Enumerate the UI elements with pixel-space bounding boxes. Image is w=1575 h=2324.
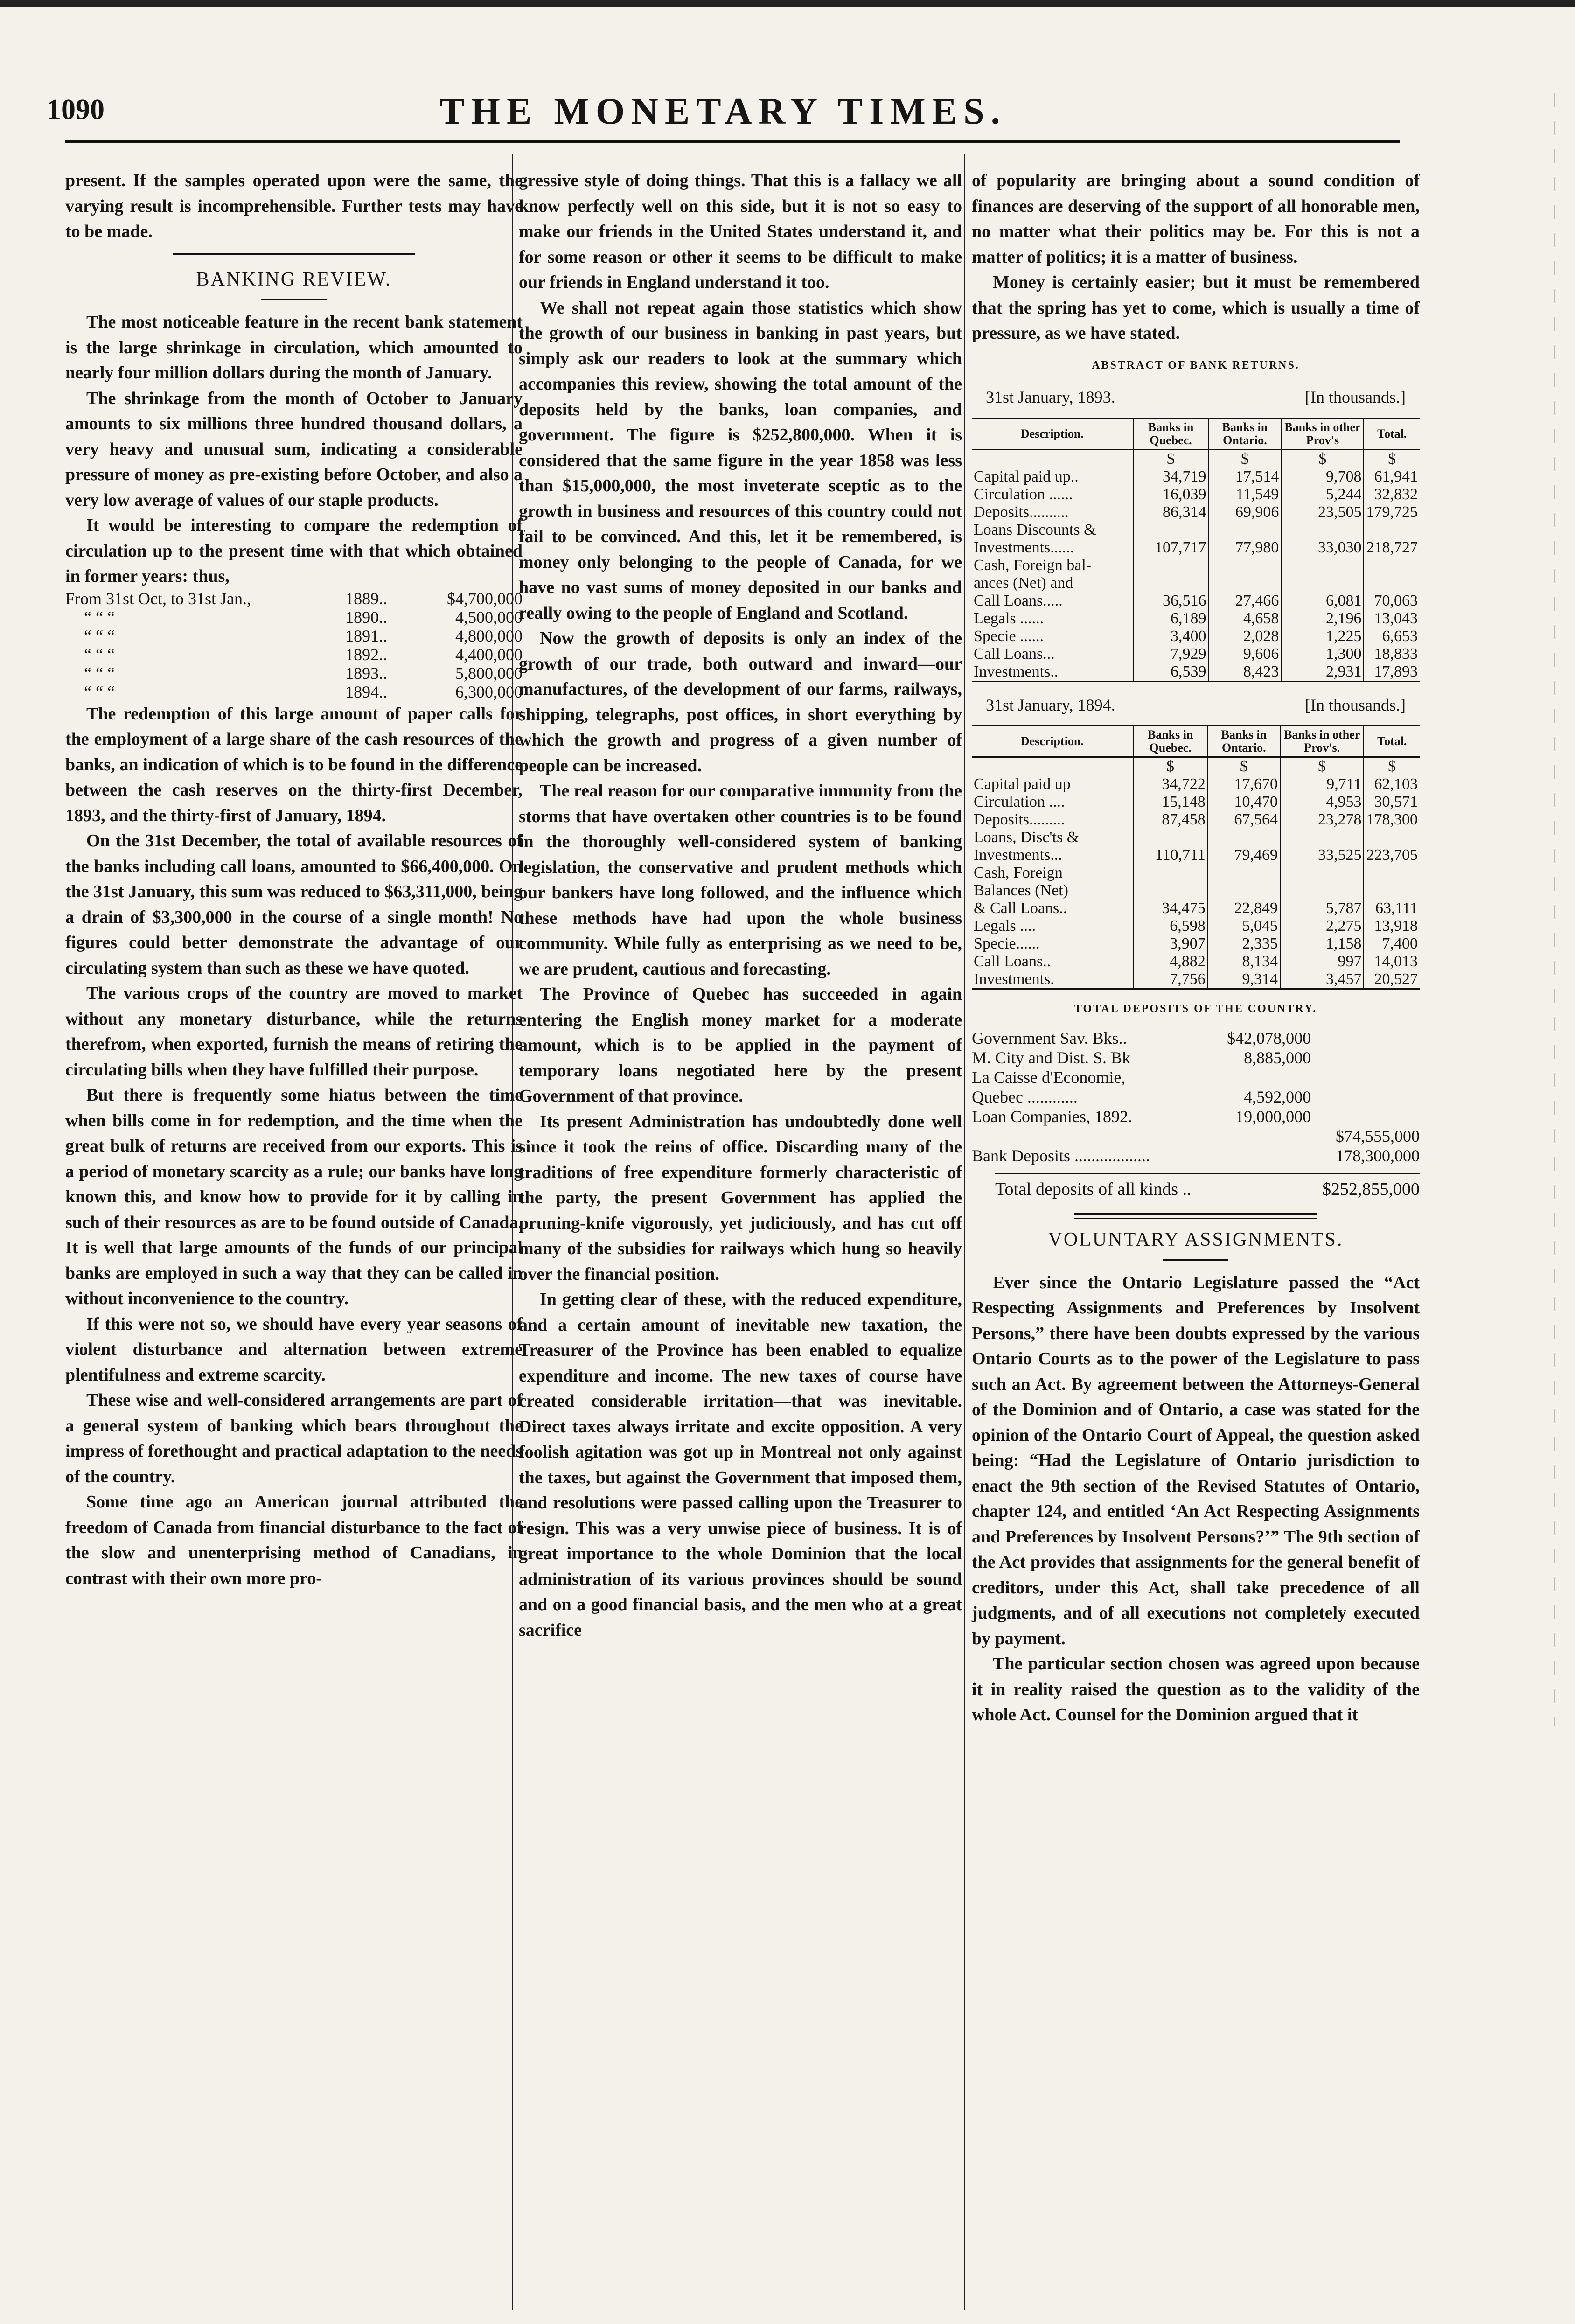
cell: 3,457 xyxy=(1280,970,1364,989)
cell: 20,527 xyxy=(1364,970,1420,989)
paragraph: On the 31st December, the total of available resources of the banks including call loans, amounted to $66,400,000. On the 31st January, this sum was reduced to $63,311,000, being a drain of $3,300,000 in the course of a single month! No figures could better demonstrate the advantage of our circulating system than such as these we have quoted. xyxy=(65,831,523,978)
paragraph: These wise and well-considered arrangements are part of a general system of banking which bears throughout the impress of forethought and practical adaptation to the needs of the country. xyxy=(65,1390,523,1487)
cell: Cash, Foreign bal- xyxy=(974,556,1092,574)
paragraph: If this were not so, we should have every year seasons of violent disturbance and alternation between extreme plentifulness and extreme scarcity. xyxy=(65,1314,523,1385)
cell: 4,658 xyxy=(1208,610,1281,628)
column-header: Banks in other Prov's xyxy=(1281,418,1364,449)
section-heading: BANKING REVIEW. xyxy=(196,268,392,290)
cell: 17,670 xyxy=(1208,775,1280,793)
cell: 32,832 xyxy=(1364,486,1420,503)
cell: 178,300,000 xyxy=(1336,1146,1420,1165)
table-row xyxy=(972,574,1420,592)
table-row xyxy=(972,811,1420,829)
cell xyxy=(1280,829,1364,846)
table-date: 31st January, 1894. xyxy=(986,695,1115,714)
table-unit: [In thousands.] xyxy=(1305,695,1406,714)
top-border xyxy=(0,0,1575,7)
table-row xyxy=(972,829,1420,846)
cell: 23,278 xyxy=(1280,811,1364,829)
cell: 178,300 xyxy=(1364,811,1420,829)
cell xyxy=(1364,521,1420,539)
cell: Government Sav. Bks.. xyxy=(972,1028,1127,1047)
cell xyxy=(1208,557,1281,574)
cell xyxy=(1281,557,1364,574)
paragraph: The various crops of the country are moved to market without any monetary disturbance, while the returns therefrom, when exported, furnish the means of retiring the circulating bills when they have fulfilled their purpose. xyxy=(65,984,523,1080)
cell: 70,063 xyxy=(1364,592,1420,610)
column-header: Banks in other Prov's. xyxy=(1280,726,1364,757)
cell: 13,043 xyxy=(1364,610,1420,628)
header-rule xyxy=(65,140,1400,147)
cell: Capital paid up.. xyxy=(974,468,1079,485)
cell: 62,103 xyxy=(1364,775,1420,793)
cell: 63,111 xyxy=(1364,900,1420,917)
paragraph: Its present Administration has undoubtedly done well since it took the reins of office. Discarding many of the traditions of free expenditure formerly characteristic of the party, the present Government has applied the pruning-knife vigorously, yet judiciously, and has cut off many of the subsidies for railways which hung so heavily over the financial position. xyxy=(519,1111,962,1284)
cell: 9,314 xyxy=(1208,970,1280,989)
cell: 67,564 xyxy=(1208,811,1280,829)
column-header: Description. xyxy=(1020,426,1084,440)
paragraph: Now the growth of deposits is only an index of the growth of our trade, both outward and inward—our manufactures, of the development of our farms, railways, shipping, telegraphs, post offices, in short everything by which the growth and progress of a given number of people can be increased. xyxy=(519,628,962,775)
cell: Investments...... xyxy=(974,538,1074,556)
cell: 9,708 xyxy=(1281,468,1364,486)
cell: 5,800,000 xyxy=(455,663,523,683)
cell: $ xyxy=(1280,757,1364,776)
cell xyxy=(1133,557,1209,574)
cell xyxy=(1364,574,1420,592)
cell xyxy=(1364,864,1420,882)
column-header: Banks in Ontario. xyxy=(1208,726,1280,757)
cell: $ xyxy=(1208,449,1281,468)
cell: 6,189 xyxy=(1133,610,1209,628)
cell: $ xyxy=(1133,449,1209,468)
cell: 5,045 xyxy=(1208,917,1280,935)
cell: “ “ “ xyxy=(84,663,115,683)
cell: Deposits.......... xyxy=(974,503,1069,521)
circulation-table xyxy=(65,589,523,701)
section-heading: VOLUNTARY ASSIGNMENTS. xyxy=(1048,1229,1344,1250)
table-row xyxy=(972,1068,1420,1087)
table-row xyxy=(972,970,1420,989)
cell: Capital paid up xyxy=(974,775,1071,793)
cell: 18,833 xyxy=(1364,645,1420,663)
cell xyxy=(1311,1028,1420,1048)
cell xyxy=(1311,1048,1420,1068)
cell: 23,505 xyxy=(1281,503,1364,521)
cell xyxy=(1281,574,1364,592)
cell: “ “ “ xyxy=(84,607,115,627)
cell: Loans, Disc'ts & xyxy=(974,829,1080,846)
paragraph: gressive style of doing things. That this is a fallacy we all know perfectly well on this side, but it is not so easy to make our friends in the United States understand it, and for some reason or other it seems to be difficult to make our friends in England understand it too. xyxy=(519,171,962,292)
cell: 19,000,000 xyxy=(1235,1107,1311,1126)
table-row xyxy=(972,557,1420,574)
page-number: 1090 xyxy=(47,94,105,126)
cell xyxy=(1208,882,1280,900)
cell: 107,717 xyxy=(1133,539,1209,557)
cell: 33,030 xyxy=(1281,539,1364,557)
cell: From 31st Oct, to 31st Jan., xyxy=(65,589,251,608)
section-divider xyxy=(173,253,415,258)
paragraph: It would be interesting to compare the redemption of circulation up to the present time with that which obtained in former years: thus, xyxy=(65,516,523,586)
cell: Investments... xyxy=(974,846,1062,864)
paragraph: present. If the samples operated upon were the same, the varying result is incomprehensible. Further tests may have to be made. xyxy=(65,171,523,241)
cell: 5,244 xyxy=(1281,486,1364,503)
cell: ances (Net) and xyxy=(974,574,1073,592)
table-header-row xyxy=(972,418,1420,449)
table-row xyxy=(972,1126,1420,1146)
cell: 34,722 xyxy=(1133,775,1208,793)
deposits-total-label: Total deposits of all kinds .. xyxy=(995,1179,1192,1199)
cell: 4,500,000 xyxy=(455,607,523,627)
cell: & Call Loans.. xyxy=(974,900,1067,917)
cell: 15,148 xyxy=(1133,793,1208,811)
cell: 997 xyxy=(1280,953,1364,970)
cell xyxy=(1202,1146,1311,1165)
cell: 2,275 xyxy=(1280,917,1364,935)
cell: 14,013 xyxy=(1364,953,1420,970)
cell: Investments. xyxy=(974,970,1054,988)
table-row xyxy=(972,917,1420,935)
total-deposits-table xyxy=(972,1028,1420,1165)
paragraph: The redemption of this large amount of paper calls for the employment of a large share of the cash resources of the banks, an indication of which is to be found in the difference between the cash reserves on the thirty-first December, 1893, and the thirty-first of January, 1894. xyxy=(65,704,523,825)
cell: 6,300,000 xyxy=(455,682,523,701)
table-caption xyxy=(986,384,1406,410)
cell: M. City and Dist. S. Bk xyxy=(972,1048,1131,1067)
table-row xyxy=(972,1107,1420,1126)
paragraph: The particular section chosen was agreed upon because it in reality raised the question as to the validity of the whole Act. Counsel for the Dominion argued that it xyxy=(972,1654,1420,1724)
cell: 3,907 xyxy=(1133,935,1208,953)
cell xyxy=(1208,521,1281,539)
cell: 8,423 xyxy=(1208,663,1281,682)
cell: $4,700,000 xyxy=(447,589,523,608)
table-row xyxy=(972,793,1420,811)
deposits-total-value: $252,855,000 xyxy=(1322,1179,1420,1199)
paragraph: Money is certainly easier; but it must be remembered that the spring has yet to come, which is usually a time of pressure, as we have stated. xyxy=(972,272,1420,343)
cell xyxy=(1311,1107,1420,1126)
table-row xyxy=(972,775,1420,793)
abstract-title: ABSTRACT OF BANK RETURNS. xyxy=(1092,359,1300,371)
table-row xyxy=(65,589,523,608)
cell: 22,849 xyxy=(1208,900,1280,917)
cell: 9,711 xyxy=(1280,775,1364,793)
cell: “ “ “ xyxy=(84,626,115,645)
heading-rule xyxy=(261,299,327,300)
paragraph: of popularity are bringing about a sound condition of finances are deserving of the support of all honorable men, no matter what their politics may be. For this is not a matter of politics; it is a matter of business. xyxy=(972,171,1420,267)
cell: $ xyxy=(1364,757,1420,776)
cell: 1889.. xyxy=(345,589,388,608)
cell: 2,028 xyxy=(1208,628,1281,645)
column-rule xyxy=(964,154,965,2310)
cell: 8,134 xyxy=(1208,953,1280,970)
cell: 36,516 xyxy=(1133,592,1209,610)
cell: 4,592,000 xyxy=(1244,1087,1311,1106)
cell: 17,893 xyxy=(1364,663,1420,682)
cell: 30,571 xyxy=(1364,793,1420,811)
cell: Legals ...... xyxy=(974,609,1044,627)
cell: 6,539 xyxy=(1133,663,1209,682)
cell: 218,727 xyxy=(1364,539,1420,557)
cell xyxy=(1208,864,1280,882)
cell: “ “ “ xyxy=(84,682,115,701)
table-row xyxy=(972,1087,1420,1107)
cell: 4,953 xyxy=(1280,793,1364,811)
table-row xyxy=(972,935,1420,953)
cell: 4,882 xyxy=(1133,953,1208,970)
cell: $ xyxy=(1208,757,1280,776)
cell xyxy=(1133,829,1208,846)
table-row xyxy=(972,610,1420,628)
cell xyxy=(1208,574,1281,592)
table-row xyxy=(972,663,1420,682)
bank-returns-1893-table xyxy=(972,418,1420,682)
cell: 13,918 xyxy=(1364,917,1420,935)
table-row xyxy=(972,503,1420,521)
table-row xyxy=(972,900,1420,917)
cell: 61,941 xyxy=(1364,468,1420,486)
cell xyxy=(1133,574,1209,592)
column-header: Banks in Quebec. xyxy=(1133,726,1208,757)
cell xyxy=(1311,1087,1420,1107)
cell xyxy=(972,757,1133,776)
cell: Call Loans..... xyxy=(974,592,1063,609)
table-row xyxy=(65,683,523,701)
cell: La Caisse d'Economie, xyxy=(972,1068,1126,1087)
cell: 8,885,000 xyxy=(1244,1048,1311,1067)
cell: Circulation ...... xyxy=(974,485,1073,503)
table-row xyxy=(65,608,523,627)
cell: $74,555,000 xyxy=(1336,1126,1420,1145)
cell: Specie ...... xyxy=(974,627,1044,645)
table-row xyxy=(972,521,1420,539)
table-row xyxy=(972,592,1420,610)
paragraph: The Province of Quebec has succeeded in again entering the English money market for a moderate amount, which is to be applied in the payment of temporary loans negotiated here by the present Government of that province. xyxy=(519,984,962,1106)
cell: 2,196 xyxy=(1281,610,1364,628)
cell: 17,514 xyxy=(1208,468,1281,486)
cell: 1,158 xyxy=(1280,935,1364,953)
cell: 34,719 xyxy=(1133,468,1209,486)
paragraph: The real reason for our comparative immunity from the storms that have overtaken other countries is to be found in the thoroughly well-considered system of banking legislation, the conservative and prudent methods which our bankers have long followed, and the influence which these methods have had upon the whole business community. While fully as enterprising as we need to be, we are prudent, cautious and forecasting. xyxy=(519,781,962,979)
cell: Bank Deposits .................. xyxy=(972,1146,1150,1165)
cell: 27,466 xyxy=(1208,592,1281,610)
cell: 87,458 xyxy=(1133,811,1208,829)
column-header: Description. xyxy=(1020,734,1084,748)
cell: 6,653 xyxy=(1364,628,1420,645)
table-row xyxy=(972,1028,1420,1048)
table-row xyxy=(65,664,523,683)
table-row xyxy=(972,468,1420,486)
cell: 34,475 xyxy=(1133,900,1208,917)
column-1 xyxy=(65,168,523,1591)
cell xyxy=(1208,829,1280,846)
cell: Specie...... xyxy=(974,935,1040,952)
cell: 69,906 xyxy=(1208,503,1281,521)
page-edge xyxy=(1554,93,1555,1726)
cell xyxy=(1133,864,1208,882)
cell: $42,078,000 xyxy=(1227,1028,1311,1047)
cell: 3,400 xyxy=(1133,628,1209,645)
cell: $ xyxy=(1133,757,1208,776)
column-2 xyxy=(519,168,962,1643)
column-header: Banks in Ontario. xyxy=(1208,418,1281,449)
cell: 11,549 xyxy=(1208,486,1281,503)
deposits-total-row xyxy=(995,1173,1420,1202)
cell: 79,469 xyxy=(1208,846,1280,864)
cell xyxy=(972,449,1133,468)
cell: 86,314 xyxy=(1133,503,1209,521)
paragraph: Ever since the Ontario Legislature passed the “Act Respecting Assignments and Preferences by Insolvent Persons,” there have been doubts expressed by the various Ontario Courts as to the power of the Legislature to pass such an Act. By agreement between the Attorneys-General of the Dominion and of Ontario, a case was stated for the opinion of the Ontario Court of Appeal, the question asked being: “Had the Legislature of Ontario jurisdiction to enact the 9th section of the Revised Statutes of Ontario, chapter 124, and entitled ‘An Act Respecting Assignments and Preferences by Insolvent Persons?’” The 9th section of the Act provides that assignments for the general benefit of creditors, under this Act, shall take precedence of all judgments, and of all executions not completely executed by payment. xyxy=(972,1272,1420,1648)
cell: Loans Discounts & xyxy=(974,521,1096,538)
column-3 xyxy=(972,168,1420,1728)
cell: 7,756 xyxy=(1133,970,1208,989)
table-row xyxy=(972,864,1420,882)
cell: Call Loans.. xyxy=(974,953,1051,970)
paragraph: The most noticeable feature in the recent bank statement is the large shrinkage in circulation, which amounted to nearly four million dollars during the month of January. xyxy=(65,312,523,383)
bank-returns-1894-table xyxy=(972,725,1420,990)
cell xyxy=(1364,557,1420,574)
cell xyxy=(1202,1068,1311,1087)
cell: 4,400,000 xyxy=(455,645,523,664)
cell: 179,725 xyxy=(1364,503,1420,521)
table-unit: [In thousands.] xyxy=(1305,388,1406,406)
cell: Balances (Net) xyxy=(974,882,1068,899)
dollar-sign-row xyxy=(972,757,1420,776)
table-row xyxy=(65,627,523,645)
cell xyxy=(1280,882,1364,900)
cell: 4,800,000 xyxy=(455,626,523,645)
cell: $ xyxy=(1364,449,1420,468)
table-row xyxy=(972,628,1420,645)
table-date: 31st January, 1893. xyxy=(986,388,1115,406)
cell: 110,711 xyxy=(1133,846,1208,864)
cell: 1,225 xyxy=(1281,628,1364,645)
table-caption xyxy=(986,692,1406,718)
table-row xyxy=(972,645,1420,663)
paragraph: Some time ago an American journal attributed the freedom of Canada from financial disturbance to the fact of the slow and unenterprising method of Canadians, in contrast with their own more pro- xyxy=(65,1492,523,1588)
cell: 2,931 xyxy=(1281,663,1364,682)
cell: Investments.. xyxy=(974,663,1059,680)
cell: 1893.. xyxy=(345,663,388,683)
table-row xyxy=(972,1048,1420,1068)
page-header xyxy=(47,93,1400,145)
cell: 16,039 xyxy=(1133,486,1209,503)
cell: 1,300 xyxy=(1281,645,1364,663)
cell: 9,606 xyxy=(1208,645,1281,663)
cell xyxy=(1133,521,1209,539)
cell: Legals .... xyxy=(974,917,1036,935)
paragraph: In getting clear of these, with the reduced expenditure, and a certain amount of inevitable new taxation, the Treasurer of the Province has been enabled to equalize expenditure and income. The new taxes of course have created considerable irritation—that was inevitable. Direct taxes always irritate and excite opposition. A very foolish agitation was got up in Montreal not only against the taxes, but against the Government that imposed them, and resolutions were passed calling upon the Treasurer to resign. This was a very unwise piece of business. It is of great importance to the whole Dominion that the local administration of its various provinces should be sound and on a good financial basis, and the men who at a great sacrifice xyxy=(519,1290,962,1640)
cell: 10,470 xyxy=(1208,793,1280,811)
cell: Quebec ............ xyxy=(972,1087,1078,1106)
table-row xyxy=(972,882,1420,900)
cell: 5,787 xyxy=(1280,900,1364,917)
cell: 223,705 xyxy=(1364,846,1420,864)
cell xyxy=(1311,1068,1420,1087)
table-row xyxy=(65,645,523,664)
paragraph: But there is frequently some hiatus between the time when bills come in for redemption, and the time when the great bulk of returns are received from our exports. This is a period of monetary scarcity as a rule; our banks have long known this, and know how to provide for it by calling in such of their resources as are to be found outside of Canada. It is well that large amounts of the funds of our principal banks are employed in such a way that they can be called in without inconvenience to the country. xyxy=(65,1085,523,1308)
paragraph: The shrinkage from the month of October to January amounts to six millions three hundred thousand dollars, a very heavy and unusual sum, indicating a considerable pressure of money as pre-existing before October, and also a very low average of values of our staple products. xyxy=(65,388,523,510)
column-header: Total. xyxy=(1364,418,1420,449)
cell: 6,598 xyxy=(1133,917,1208,935)
cell: 1892.. xyxy=(345,645,388,664)
table-row xyxy=(972,953,1420,970)
cell xyxy=(1364,882,1420,900)
cell: 7,400 xyxy=(1364,935,1420,953)
newspaper-title: THE MONETARY TIMES. xyxy=(439,91,1007,132)
cell: $ xyxy=(1281,449,1364,468)
cell: 1891.. xyxy=(345,626,388,645)
cell xyxy=(1364,829,1420,846)
section-divider xyxy=(1074,1213,1317,1219)
heading-rule xyxy=(1163,1259,1228,1261)
cell: 1894.. xyxy=(345,682,388,701)
cell: 33,525 xyxy=(1280,846,1364,864)
cell: “ “ “ xyxy=(84,645,115,664)
cell: Cash, Foreign xyxy=(974,864,1063,881)
column-header: Banks in Quebec. xyxy=(1133,418,1209,449)
cell: 2,335 xyxy=(1208,935,1280,953)
table-row xyxy=(972,846,1420,864)
table-row xyxy=(972,486,1420,503)
paragraph: We shall not repeat again those statistics which show the growth of our business in banking in past years, but simply ask our readers to look at the summary which accompanies this review, showing the total amount of the deposits held by the banks, loan companies, and government. The figure is $252,800,000. When it is considered that the same figure in the year 1858 was less than $15,000,000, the most inveterate sceptic as to the growth in business and resources of this country could not fail to be convinced. And this, let it be remembered, is money only belonging to the people of Canada, for we have no vast sums of money deposited in our banks and really owing to the people of England and Scotland. xyxy=(519,298,962,623)
cell: 1890.. xyxy=(345,607,388,627)
deposits-title: TOTAL DEPOSITS OF THE COUNTRY. xyxy=(1074,1003,1317,1015)
cell: Deposits......... xyxy=(974,811,1065,828)
cell xyxy=(1280,864,1364,882)
cell: Loan Companies, 1892. xyxy=(972,1107,1132,1126)
table-row xyxy=(972,1146,1420,1165)
cell xyxy=(1202,1126,1311,1146)
cell xyxy=(972,1126,1202,1146)
cell: Call Loans... xyxy=(974,645,1055,663)
cell: Circulation .... xyxy=(974,793,1065,810)
column-header: Total. xyxy=(1364,726,1420,757)
table-row xyxy=(972,539,1420,557)
cell: 7,929 xyxy=(1133,645,1209,663)
cell: 6,081 xyxy=(1281,592,1364,610)
dollar-sign-row xyxy=(972,449,1420,468)
cell xyxy=(1133,882,1208,900)
cell: 77,980 xyxy=(1208,539,1281,557)
table-header-row xyxy=(972,726,1420,757)
cell xyxy=(1281,521,1364,539)
